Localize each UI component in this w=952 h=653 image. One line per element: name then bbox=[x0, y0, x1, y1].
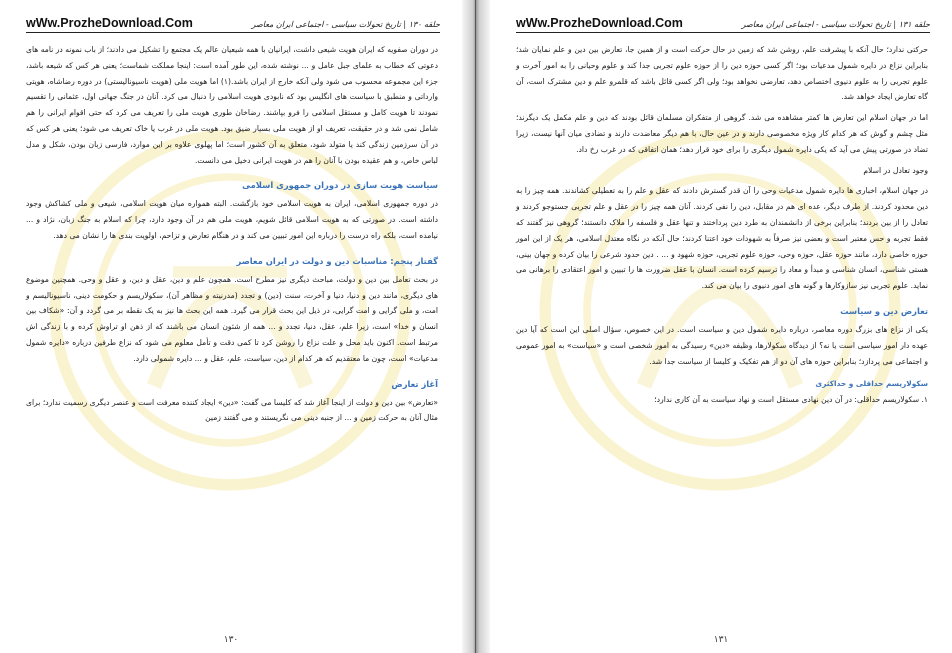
body-paragraph: در دوران صفویه که ایران هویت شیعی داشت، ایرانیان با همه شیعیان عالم یک مجتمع را تشکیل می دادند؛ از باب نمونه در نامه های دعوتی که خطاب به علمای جبل عامل و ... نوشته شده، این طور آمده است: اینجا مملکت شماست؛ یعنی هر کس که شیعه باشد، جزء این مجموعه محسوب می شود ولی آنکه خارج از ایران باشد.(۱) اما هویت ملی (هویت ناسیونالیستی) در دوره رضاشاه، هویتی وارداتی و منطبق با سیاست های انگلیس بود که نابودی هویت اسلامی را دنبال می کرد. آنان در جنگ جهانی اول، عثمانی را تقسیم نمودند تا هویت کامل و مستقل اسلامی را فرو بپاشند. رضاخان طوری هویت ملی را تعریف می کرد که حتی اقوام ایرانی را هم شامل نمی شد و در حقیقت، تعریف او از هویت ملی بسیار ضیق بود. هویت ملی در غرب یا خاک تعریف می شود؛ یعنی هر کس که در آن سرزمین زندگی کند یا متولد شود، متعلق به آن کشور است؛ اما پهلوی علاوه بر این موارد، فارسی زبان بودن، شکل و مدل لباس خاص، و هم عقیده بودن با آنان را هم در هویت ایرانی دخیل می دانست. bbox=[26, 45, 438, 165]
body-paragraph: یکی از نزاع های بزرگ دوره معاصر، درباره دایره شمول دین و سیاست است. در این خصوص، سؤال اصلی این است که آیا دین عهده دار امور سیاسی است یا نه؟ از دیدگاه سکولارها، وظیفه «دین» رسیدگی به امور شخصی است و «سیاست» به امور عمومی و اجتماعی می پردازد؛ بنابراین حوزه های آن دو از هم تفکیک و کلیسا از سیاست جدا شد. bbox=[516, 324, 928, 366]
page-number: ١٣١ bbox=[713, 635, 729, 645]
site-watermark-text: wWw.ProzheDownload.Com bbox=[516, 16, 683, 30]
body-paragraph: اما در جهان اسلام این تعارض ها کمتر مشاهده می شد. گروهی از متفکران مسلمان قائل بودند که دین و علم مکمل یک دیگرند؛ مثل چشم و گوش که هر کدام کار ویژه مخصوصی دارند و در عین حال، با هم دیگر معاضدت دارند و تضادی میان آنها نیست، زیرا تضاد در صورتی پیش می آید که یکی دایره شمول دیگری را برای خود قرار دهد؛ همان اتفاقی که در غرب رخ داد. bbox=[516, 113, 928, 154]
section-heading: آغاز تعارض bbox=[391, 378, 438, 389]
body-paragraph: «تعارض» بین دین و دولت از اینجا آغاز شد که کلیسا می گفت: «دین» ایجاد کننده معرفت است و عنصر دیگری رسمیت ندارد؛ برای مثال آنان به حرکت زمین و ... از جنبه دینی می نگریستند و می گفتند زمین bbox=[26, 397, 438, 423]
left-page bbox=[0, 0, 462, 653]
right-page bbox=[490, 0, 952, 653]
body-paragraph: ۱. سکولاریسم حداقلی: در آن دین نهادی مستقل است و نهاد سیاست به آن کاری ندارد؛ bbox=[654, 395, 928, 405]
running-title: حلقه ١٣٠ | تاریخ تحولات سیاسی - اجتماعی ایران معاصر bbox=[251, 20, 440, 29]
section-heading: تعارض دین و سیاست bbox=[840, 305, 928, 316]
page-body bbox=[516, 42, 928, 621]
book-spine bbox=[462, 0, 490, 653]
body-paragraph: حرکتی ندارد؛ حال آنکه با پیشرفت علم، روشن شد که زمین در حال حرکت است و از همین جا، تعارض بین دین و علم نمایان شد؛ بنابراین نزاع در دایره شمول مدعیات بود؛ اگر کسی حوزه دین را از حوزه علوم تجربی جدا کند و علوم وحیانی را به امور آخرت و علوم تجربی را به علوم دنیوی اختصاص دهد، تعارضی نخواهد بود؛ ولی اگر کسی قائل باشد که قلمرو علم و دین مشترک است، آن گاه تعارض ایجاد خواهد شد. bbox=[516, 45, 928, 102]
body-paragraph: در بحث تعامل بین دین و دولت، مباحث دیگری نیز مطرح است. همچون علم و دین، عقل و دین، و عقل و وحی. همچنین موضوع های دیگری، مانند دین و دنیا، دنیا و آخرت، سنت (دین) و تجدد (مدرنیته و مظاهر آن)، سکولاریسم و حکومت دینی، ناسیونالیسم و امت، و ملی گرایی و امت گرایی، در ذیل این بحث قرار می گیرد. همه این بحث ها نیز به یک نقطه بر می گردد و آن: «شکاف بین انسان و خدا» است، زیرا علم، عقل، دنیا، تجدد و ... همه از شئون انسان می باشند که از ذهن او تراوش کرده و با زندگی اش مرتبط است. اکنون باید محل و علت نزاع را روشن کرد تا کمی دقت و تأمل معلوم می شود که نزاع طرفین درباره «دایره شمول مدعیات» است، چون ما معتقدیم که هر کدام از دین، سیاست، علم، عقل و ... دایره شمولی دارد. bbox=[26, 274, 438, 363]
spine-fold-line bbox=[475, 0, 476, 653]
section-heading: سیاست هویت سازی در دوران جمهوری اسلامی bbox=[242, 180, 438, 191]
page-header bbox=[516, 8, 930, 33]
site-watermark-text: wWw.ProzheDownload.Com bbox=[26, 16, 193, 30]
page-header bbox=[26, 8, 440, 33]
section-heading: گفتار پنجم: مناسبات دین و دولت در ایران معاصر bbox=[236, 255, 438, 266]
subsection-heading: سکولاریسم حداقلی و حداکثری bbox=[815, 379, 928, 389]
body-paragraph: در دوره جمهوری اسلامی، ایران به هویت اسلامی خود بازگشت. البته همواره میان هویت اسلامی، شیعی و ملی کشاکش وجود داشته است. در صورتی که به هویت اسلامی قائل شویم، هویت ملی هم در آن وجود دارد، چرا که اسلام به جنگ زبان، نژاد و ... نیامده است، بلکه راه درست را درباره این امور تبیین می کند و در هنگام تعارض و تزاحم، اولویت بندی ها را نشان می دهد. bbox=[26, 199, 438, 240]
page-number: ١٣٠ bbox=[223, 635, 239, 645]
running-title: حلقه ١٣١ | تاریخ تحولات سیاسی - اجتماعی ایران معاصر bbox=[741, 20, 930, 29]
subheading-plain: وجود تعادل در اسلام bbox=[863, 165, 928, 175]
body-paragraph: در جهان اسلام، اخباری ها دایره شمول مدعیات وحی را آن قدر گسترش دادند که عقل و علم را به تعطیلی کشاندند. همه چیز را به دین محدود کردند. از طرف دیگر، عده ای هم در مقابل، دین را نفی کردند. آنان همه چیز را در عقل و علم تجربی جستوجو کردند و تعادل را از بین بردند؛ بنابراین برخی از دانشمندان به طرد دین پرداختند و تنها عقل و فلسفه را ملاک دانستند؛ گروهی نیز گفتند که فقط تجربه و حس معتبر است و بعضی نیز صرفاً به شهودات خود اعتنا کردند؛ حال آنکه در نگاه معتدل اسلامی، هر یک از این امور حوزه خاصی دارد، مانند حوزه عقل، حوزه وحی، حوزه علوم تجربی، حوزه شهود و ... . دین حدود شرعی را بیان کرده و جهان بینی، هستی شناسی، انسان شناسی و مبدأ و معاد را ترسیم کرده است. انسان با عقل ضرورت ها را تبیین و امور اعتقادی را برهانی می نماید. علوم تجربی نیز سازوکارها و گونه های امور دنیوی را بیان می کند. bbox=[516, 186, 928, 291]
page-body bbox=[26, 42, 438, 621]
